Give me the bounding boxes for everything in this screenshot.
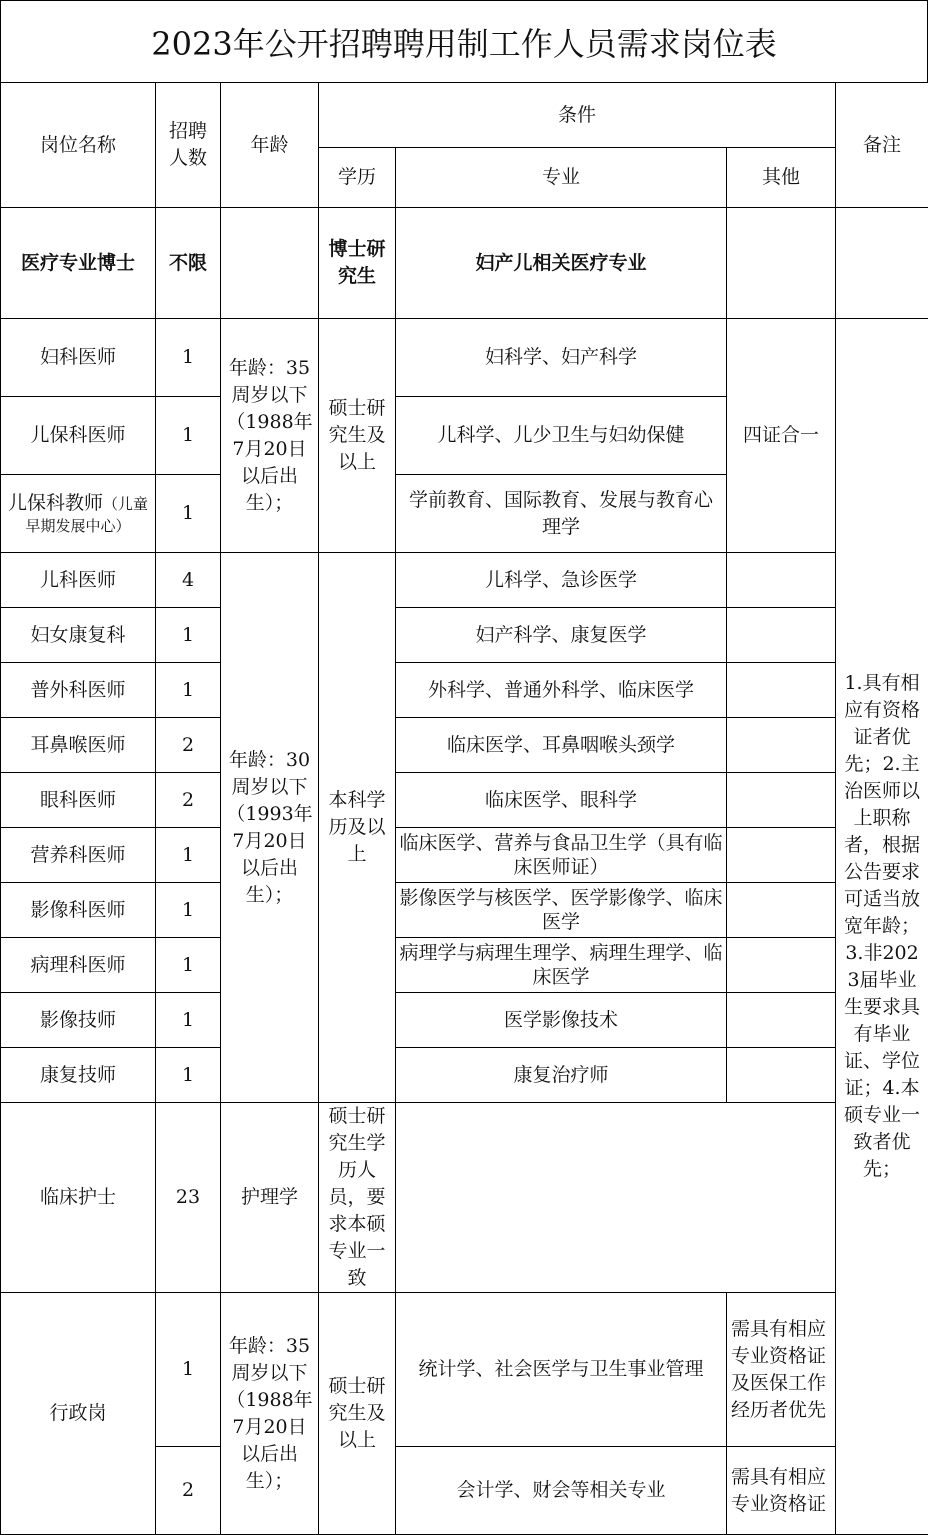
major-cell: 学前教育、国际教育、发展与教育心理学 [396, 475, 727, 553]
major-cell: 妇产科学、康复医学 [396, 608, 727, 663]
page-title: 2023年公开招聘聘用制工作人员需求岗位表 [0, 0, 928, 82]
major-cell: 病理学与病理生理学、病理生理学、临床医学 [396, 938, 727, 993]
position-cell: 影像技师 [1, 993, 156, 1048]
other-cell [727, 1048, 836, 1103]
header-other: 其他 [727, 148, 836, 208]
count-cell: 2 [156, 773, 221, 828]
major-cell: 会计学、财会等相关专业 [396, 1447, 727, 1535]
age-cell: 年龄：35周岁以下（1988年7月20日以后出生）； [221, 1293, 319, 1535]
major-cell: 儿科学、急诊医学 [396, 553, 727, 608]
major-cell: 统计学、社会医学与卫生事业管理 [396, 1293, 727, 1447]
position-cell: 营养科医师 [1, 828, 156, 883]
major-cell: 影像医学与核医学、医学影像学、临床医学 [396, 883, 727, 938]
major-cell: 外科学、普通外科学、临床医学 [396, 663, 727, 718]
count-cell: 1 [156, 1048, 221, 1103]
position-cell: 普外科医师 [1, 663, 156, 718]
other-cell [727, 208, 836, 319]
education-cell: 硕士研究生及以上 [319, 319, 396, 553]
position-cell: 行政岗 [1, 1293, 156, 1535]
major-cell: 儿科学、儿少卫生与妇幼保健 [396, 397, 727, 475]
header-count: 招聘人数 [156, 83, 221, 208]
header-major: 专业 [396, 148, 727, 208]
position-cell: 耳鼻喉医师 [1, 718, 156, 773]
table-row [1, 1048, 928, 1103]
other-cell: 硕士研究生学历人员，要求本硕专业一致 [319, 1103, 396, 1293]
position-cell: 妇女康复科 [1, 608, 156, 663]
count-cell: 4 [156, 553, 221, 608]
major-cell: 护理学 [221, 1103, 319, 1293]
table-row [1, 773, 928, 828]
other-cell [727, 553, 836, 608]
table-row [1, 553, 928, 608]
table-row [1, 883, 928, 938]
remarks-cell: 1.具有相应有资格证者优先；2.主治医师以上职称者，根据公告要求可适当放宽年龄；3.非2023届毕业生要求具有毕业证、学位证；4.本硕专业一致者优先； [836, 319, 928, 1535]
count-cell: 1 [156, 475, 221, 553]
table-row [1, 718, 928, 773]
major-cell: 临床医学、眼科学 [396, 773, 727, 828]
major-cell: 医学影像技术 [396, 993, 727, 1048]
other-cell [727, 608, 836, 663]
table-row [1, 208, 928, 319]
count-cell: 1 [156, 828, 221, 883]
position-cell: 眼科医师 [1, 773, 156, 828]
table-row [1, 608, 928, 663]
position-note: （儿童早期发展中心） [25, 495, 148, 535]
remarks-cell [836, 208, 928, 319]
other-cell [727, 663, 836, 718]
count-cell: 23 [156, 1103, 221, 1293]
count-cell: 1 [156, 1293, 221, 1447]
count-cell: 2 [156, 718, 221, 773]
count-cell: 1 [156, 883, 221, 938]
age-cell [221, 208, 319, 319]
age-cell: 年龄：35周岁以下（1988年7月20日以后出生）； [221, 319, 319, 553]
position-cell: 康复技师 [1, 1048, 156, 1103]
count-cell: 2 [156, 1447, 221, 1535]
other-cell [727, 828, 836, 883]
header-education: 学历 [319, 148, 396, 208]
header-position: 岗位名称 [1, 83, 156, 208]
other-cell [727, 993, 836, 1048]
count-cell: 1 [156, 993, 221, 1048]
education-cell: 本科学历及以上 [319, 553, 396, 1103]
count-cell: 1 [156, 319, 221, 397]
position-cell: 病理科医师 [1, 938, 156, 993]
position-cell: 临床护士 [1, 1103, 156, 1293]
count-cell: 不限 [156, 208, 221, 319]
count-cell: 1 [156, 608, 221, 663]
table-row [1, 938, 928, 993]
position-cell: 影像科医师 [1, 883, 156, 938]
other-cell [727, 938, 836, 993]
count-cell: 1 [156, 663, 221, 718]
other-cell [727, 883, 836, 938]
table-row [1, 1293, 928, 1447]
position-label: 儿保科教师 [8, 492, 103, 514]
table-row [1, 993, 928, 1048]
other-cell: 需具有相应专业资格证及医保工作经历者优先 [727, 1293, 836, 1447]
position-cell: 儿科医师 [1, 553, 156, 608]
header-remarks: 备注 [836, 83, 928, 208]
count-cell: 1 [156, 397, 221, 475]
education-cell: 博士研究生 [319, 208, 396, 319]
table-row [1, 1103, 928, 1293]
table-row [1, 319, 928, 397]
major-cell: 临床医学、耳鼻咽喉头颈学 [396, 718, 727, 773]
position-cell [1, 475, 156, 553]
other-cell [727, 718, 836, 773]
table-row [1, 663, 928, 718]
major-cell: 妇产儿相关医疗专业 [396, 208, 727, 319]
position-cell: 医疗专业博士 [1, 208, 156, 319]
position-cell: 妇科医师 [1, 319, 156, 397]
other-cell: 需具有相应专业资格证 [727, 1447, 836, 1535]
major-cell: 临床医学、营养与食品卫生学（具有临床医师证） [396, 828, 727, 883]
age-cell: 年龄：30周岁以下（1993年7月20日以后出生）； [221, 553, 319, 1103]
major-cell: 妇科学、妇产科学 [396, 319, 727, 397]
education-cell: 硕士研究生及以上 [319, 1293, 396, 1535]
count-cell: 1 [156, 938, 221, 993]
position-cell: 儿保科医师 [1, 397, 156, 475]
header-conditions: 条件 [319, 83, 836, 148]
table-row [1, 828, 928, 883]
other-cell [727, 773, 836, 828]
major-cell: 康复治疗师 [396, 1048, 727, 1103]
other-cell: 四证合一 [727, 319, 836, 553]
header-age: 年龄 [221, 83, 319, 208]
recruitment-table [0, 82, 928, 1535]
